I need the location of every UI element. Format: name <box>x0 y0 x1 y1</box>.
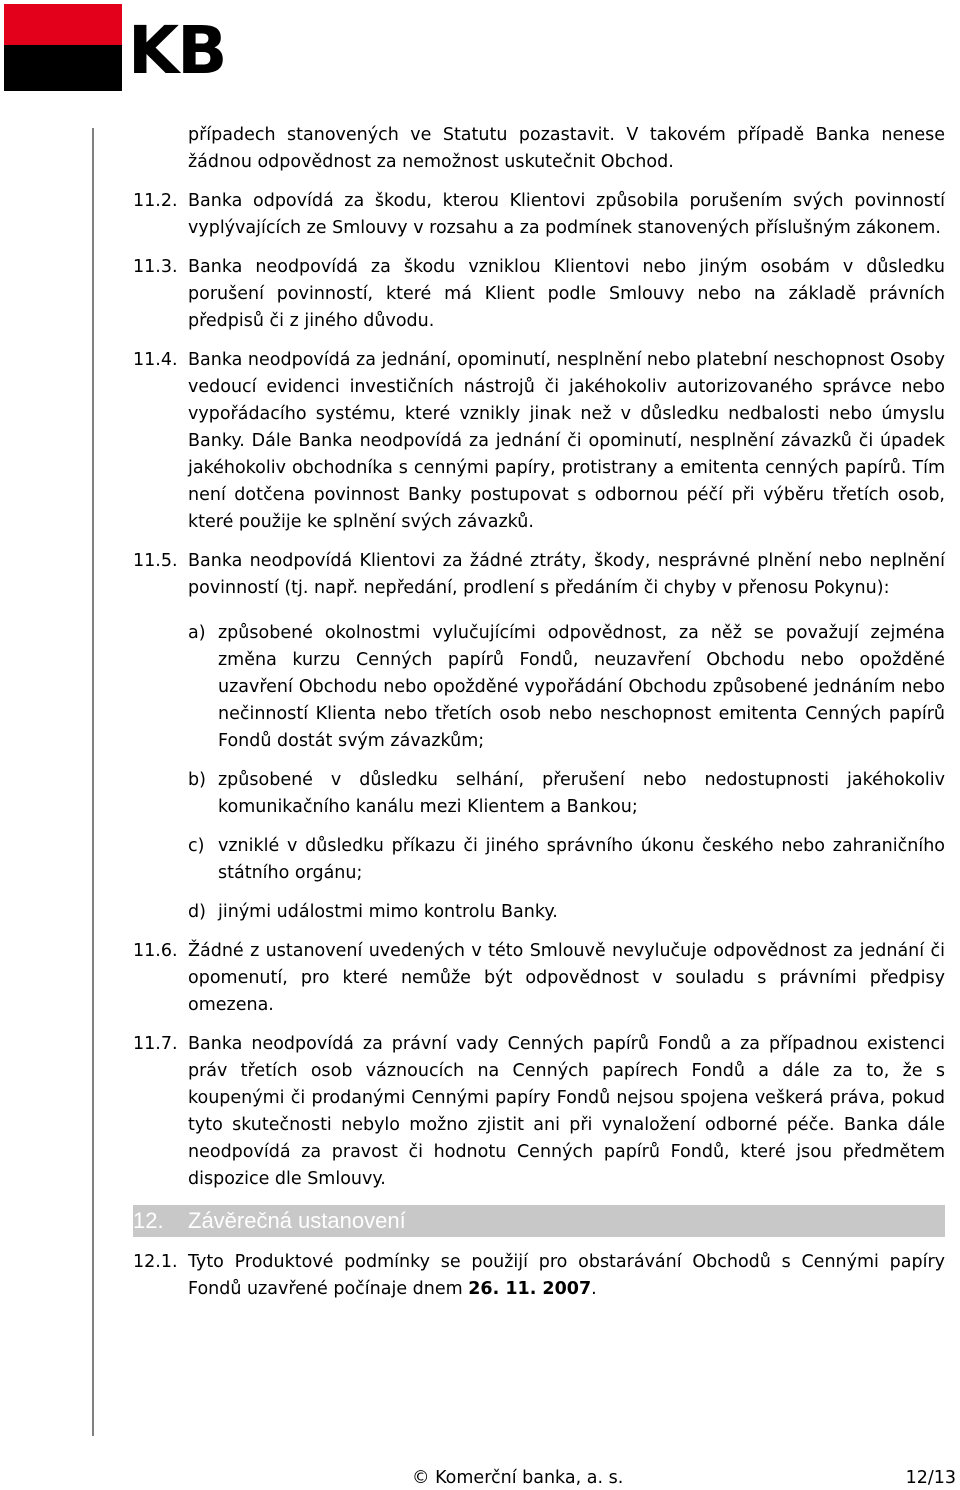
logo-text: KB <box>128 12 226 89</box>
item-text: jinými událostmi mimo kontrolu Banky. <box>218 902 558 922</box>
clause-number: 11.7. <box>133 1034 178 1054</box>
section-title: Závěrečná ustanovení <box>188 1208 406 1233</box>
clause-text: Banka neodpovídá za škodu vzniklou Klientovi nebo jiným osobám v důsledku porušení povinností, které má Klient podle Smlouvy nebo na základě právních předpisů či z jiného důvodu. <box>188 257 945 331</box>
section-heading-12 <box>133 1205 945 1237</box>
clause-11-2 <box>133 188 945 242</box>
clause-11-6 <box>133 938 945 1019</box>
clause-number: 11.5. <box>133 551 178 571</box>
clause-text: Banka odpovídá za škodu, kterou Klientovi způsobila porušením svých povinností vyplývajících ze Smlouvy v rozsahu a za podmínek stanovených příslušným zákonem. <box>188 191 945 238</box>
item-label: d) <box>188 902 206 922</box>
kb-logo <box>4 4 264 94</box>
clause-11-4 <box>133 347 945 536</box>
margin-rule <box>92 128 94 1436</box>
list-item <box>133 620 945 755</box>
clause-text-body: Tyto Produktové podmínky se použijí pro obstarávání Obchodů s Cennými papíry Fondů uzavřené počínaje dnem <box>188 1252 945 1299</box>
clause-number: 11.3. <box>133 257 178 277</box>
item-text: způsobené v důsledku selhání, přerušení nebo nedostupnosti jakéhokoliv komunikačního kanálu mezi Klientem a Bankou; <box>218 770 945 817</box>
section-number: 12. <box>133 1208 164 1233</box>
liability-list <box>133 620 945 926</box>
clause-number: 11.4. <box>133 350 178 370</box>
document-body <box>133 122 945 1315</box>
clause-number: 11.2. <box>133 191 178 211</box>
list-item <box>133 833 945 887</box>
logo-black-block <box>4 45 122 91</box>
footer-copyright: © Komerční banka, a. s. <box>412 1468 624 1488</box>
clause-text: Žádné z ustanovení uvedených v této Smlouvě nevylučuje odpovědnost za jednání či opomenutí, pro které nemůže být odpovědnost v souladu s právními předpisy omezena. <box>188 941 945 1015</box>
clauses-group-a <box>133 188 945 602</box>
item-label: a) <box>188 623 206 643</box>
list-item <box>133 899 945 926</box>
logo-red-block <box>4 4 122 45</box>
clause-number: 12.1. <box>133 1252 178 1272</box>
clause-11-7 <box>133 1031 945 1193</box>
intro-paragraph: případech stanovených ve Statutu pozastavit. V takovém případě Banka nenese žádnou odpovědnost za nemožnost uskutečnit Obchod. <box>188 125 945 172</box>
page-number: 12/13 <box>905 1468 956 1488</box>
clause-number: 11.6. <box>133 941 178 961</box>
list-item <box>133 767 945 821</box>
clauses-group-b <box>133 938 945 1193</box>
item-label: b) <box>188 770 206 790</box>
clause-text: Banka neodpovídá za jednání, opominutí, nesplnění nebo platební neschopnost Osoby vedoucí evidenci investičních nástrojů či jakéhokoliv autorizovaného správce nebo vypořádacího systému, které vznikly jinak než v důsledku nedbalosti nebo úmyslu Banky. Dále Banka neodpovídá za jednání či opominutí, nesplnění závazků či úpadek jakéhokoliv obchodníka s cennými papíry, protistrany a emitenta cenných papírů. Tím není dotčena povinnost Banky postupovat s odbornou péčí při výběru třetích osob, které použije ke splnění svých závazků. <box>188 350 946 532</box>
item-text: vzniklé v důsledku příkazu či jiného správního úkonu českého nebo zahraničního státního orgánu; <box>218 836 945 883</box>
clause-11-3 <box>133 254 945 335</box>
item-text: způsobené okolnostmi vylučujícími odpovědnost, za něž se považují zejména změna kurzu Cenných papírů Fondů, neuzavření Obchodu nebo opožděné uzavření Obchodu nebo opožděné vypořádání Obchodu způsobené jednáním nebo nečinností Klienta nebo třetích osob nebo neschopnost emitenta Cenných papírů Fondů dostát svým závazkům; <box>218 623 945 751</box>
clause-12-1 <box>133 1249 945 1303</box>
clause-11-5 <box>133 548 945 602</box>
clause-text-end: . <box>591 1279 597 1299</box>
clause-text <box>188 1249 945 1303</box>
clause-text: Banka neodpovídá za právní vady Cenných papírů Fondů a za případnou existenci práv třetích osob váznoucích na Cenných papírech Fondů a dále za to, že s koupenými či prodanými Cennými papíry Fondů nejsou spojena veškerá práva, pokud tyto skutečnosti nebylo možno zjistit ani při vynaložení odborné péče. Banka dále neodpovídá za pravost či hodnotu Cenných papírů Fondů, které jsou předmětem dispozice dle Smlouvy. <box>188 1034 945 1189</box>
clause-text: Banka neodpovídá Klientovi za žádné ztráty, škody, nesprávné plnění nebo neplnění povinností (tj. např. nepředání, prodlení s předáním či chyby v přenosu Pokynu): <box>188 551 945 598</box>
effective-date: 26. 11. 2007 <box>468 1279 592 1299</box>
item-label: c) <box>188 836 205 856</box>
